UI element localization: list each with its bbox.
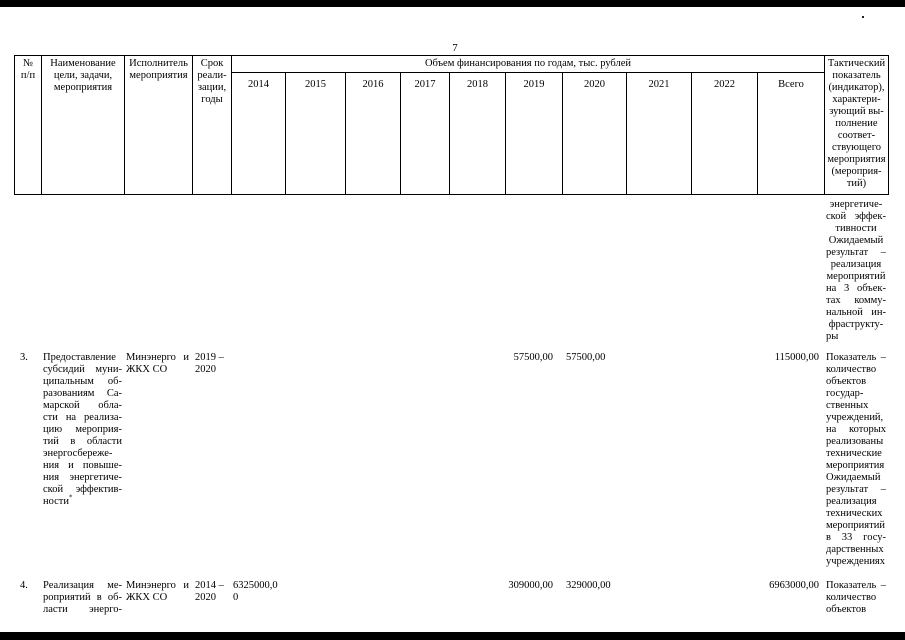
header-year: 2018 [467, 79, 488, 90]
table-col-divider [757, 73, 758, 195]
header-year: 2017 [414, 79, 436, 90]
row-value-total: 6963000,00 [769, 580, 819, 591]
table-col-divider [400, 73, 401, 195]
header-num: № п/п [20, 58, 36, 81]
table-col-divider [562, 73, 563, 195]
header-total: Всего [778, 79, 804, 90]
table-col-divider [505, 73, 506, 195]
row-value-2019: 57500,00 [513, 352, 553, 363]
table-col-divider [691, 73, 692, 195]
header-year: 2019 [523, 79, 545, 90]
header-year: 2016 [362, 79, 384, 90]
header-year: 2020 [584, 79, 605, 90]
row-value-2020: 57500,00 [566, 352, 606, 363]
header-executor: Исполнитель мероприятия [129, 58, 188, 81]
row-number: 3. [20, 352, 28, 363]
table-col-divider [285, 73, 286, 195]
header-year: 2014 [248, 79, 269, 90]
header-year: 2021 [648, 79, 670, 90]
page-number: 7 [452, 42, 458, 54]
row-number: 4. [20, 580, 28, 591]
table-col-divider [231, 55, 232, 195]
header-year: 2015 [305, 79, 326, 90]
table-col-divider [449, 73, 450, 195]
row-value-2020: 329000,00 [566, 580, 611, 591]
table-border-top [14, 55, 889, 56]
scan-top-border [0, 0, 905, 7]
row-value-2019: 309000,00 [508, 580, 553, 591]
header-year: 2022 [714, 79, 735, 90]
scan-speck [862, 16, 864, 18]
scan-bottom-border [0, 632, 905, 640]
footnote-marker: * [69, 493, 73, 502]
header-name: Наименование цели, задачи, мероприятия [50, 58, 116, 93]
table-col-divider [345, 73, 346, 195]
funding-subheader-line [231, 72, 825, 73]
header-indicator: Тактический показатель (индикатор), характери- зующий вы- полнение соответ- ствующего мероприятия (мероприя- тий) [827, 58, 886, 189]
table-col-divider [626, 73, 627, 195]
header-term: Срок реали- зации, годы [197, 58, 227, 105]
table-border-right [888, 55, 889, 195]
header-funding-title: Объем финансирования по годам, тыс. рублей [424, 58, 632, 69]
table-header-bottom [14, 194, 889, 195]
row-value-total: 115000,00 [774, 352, 819, 363]
